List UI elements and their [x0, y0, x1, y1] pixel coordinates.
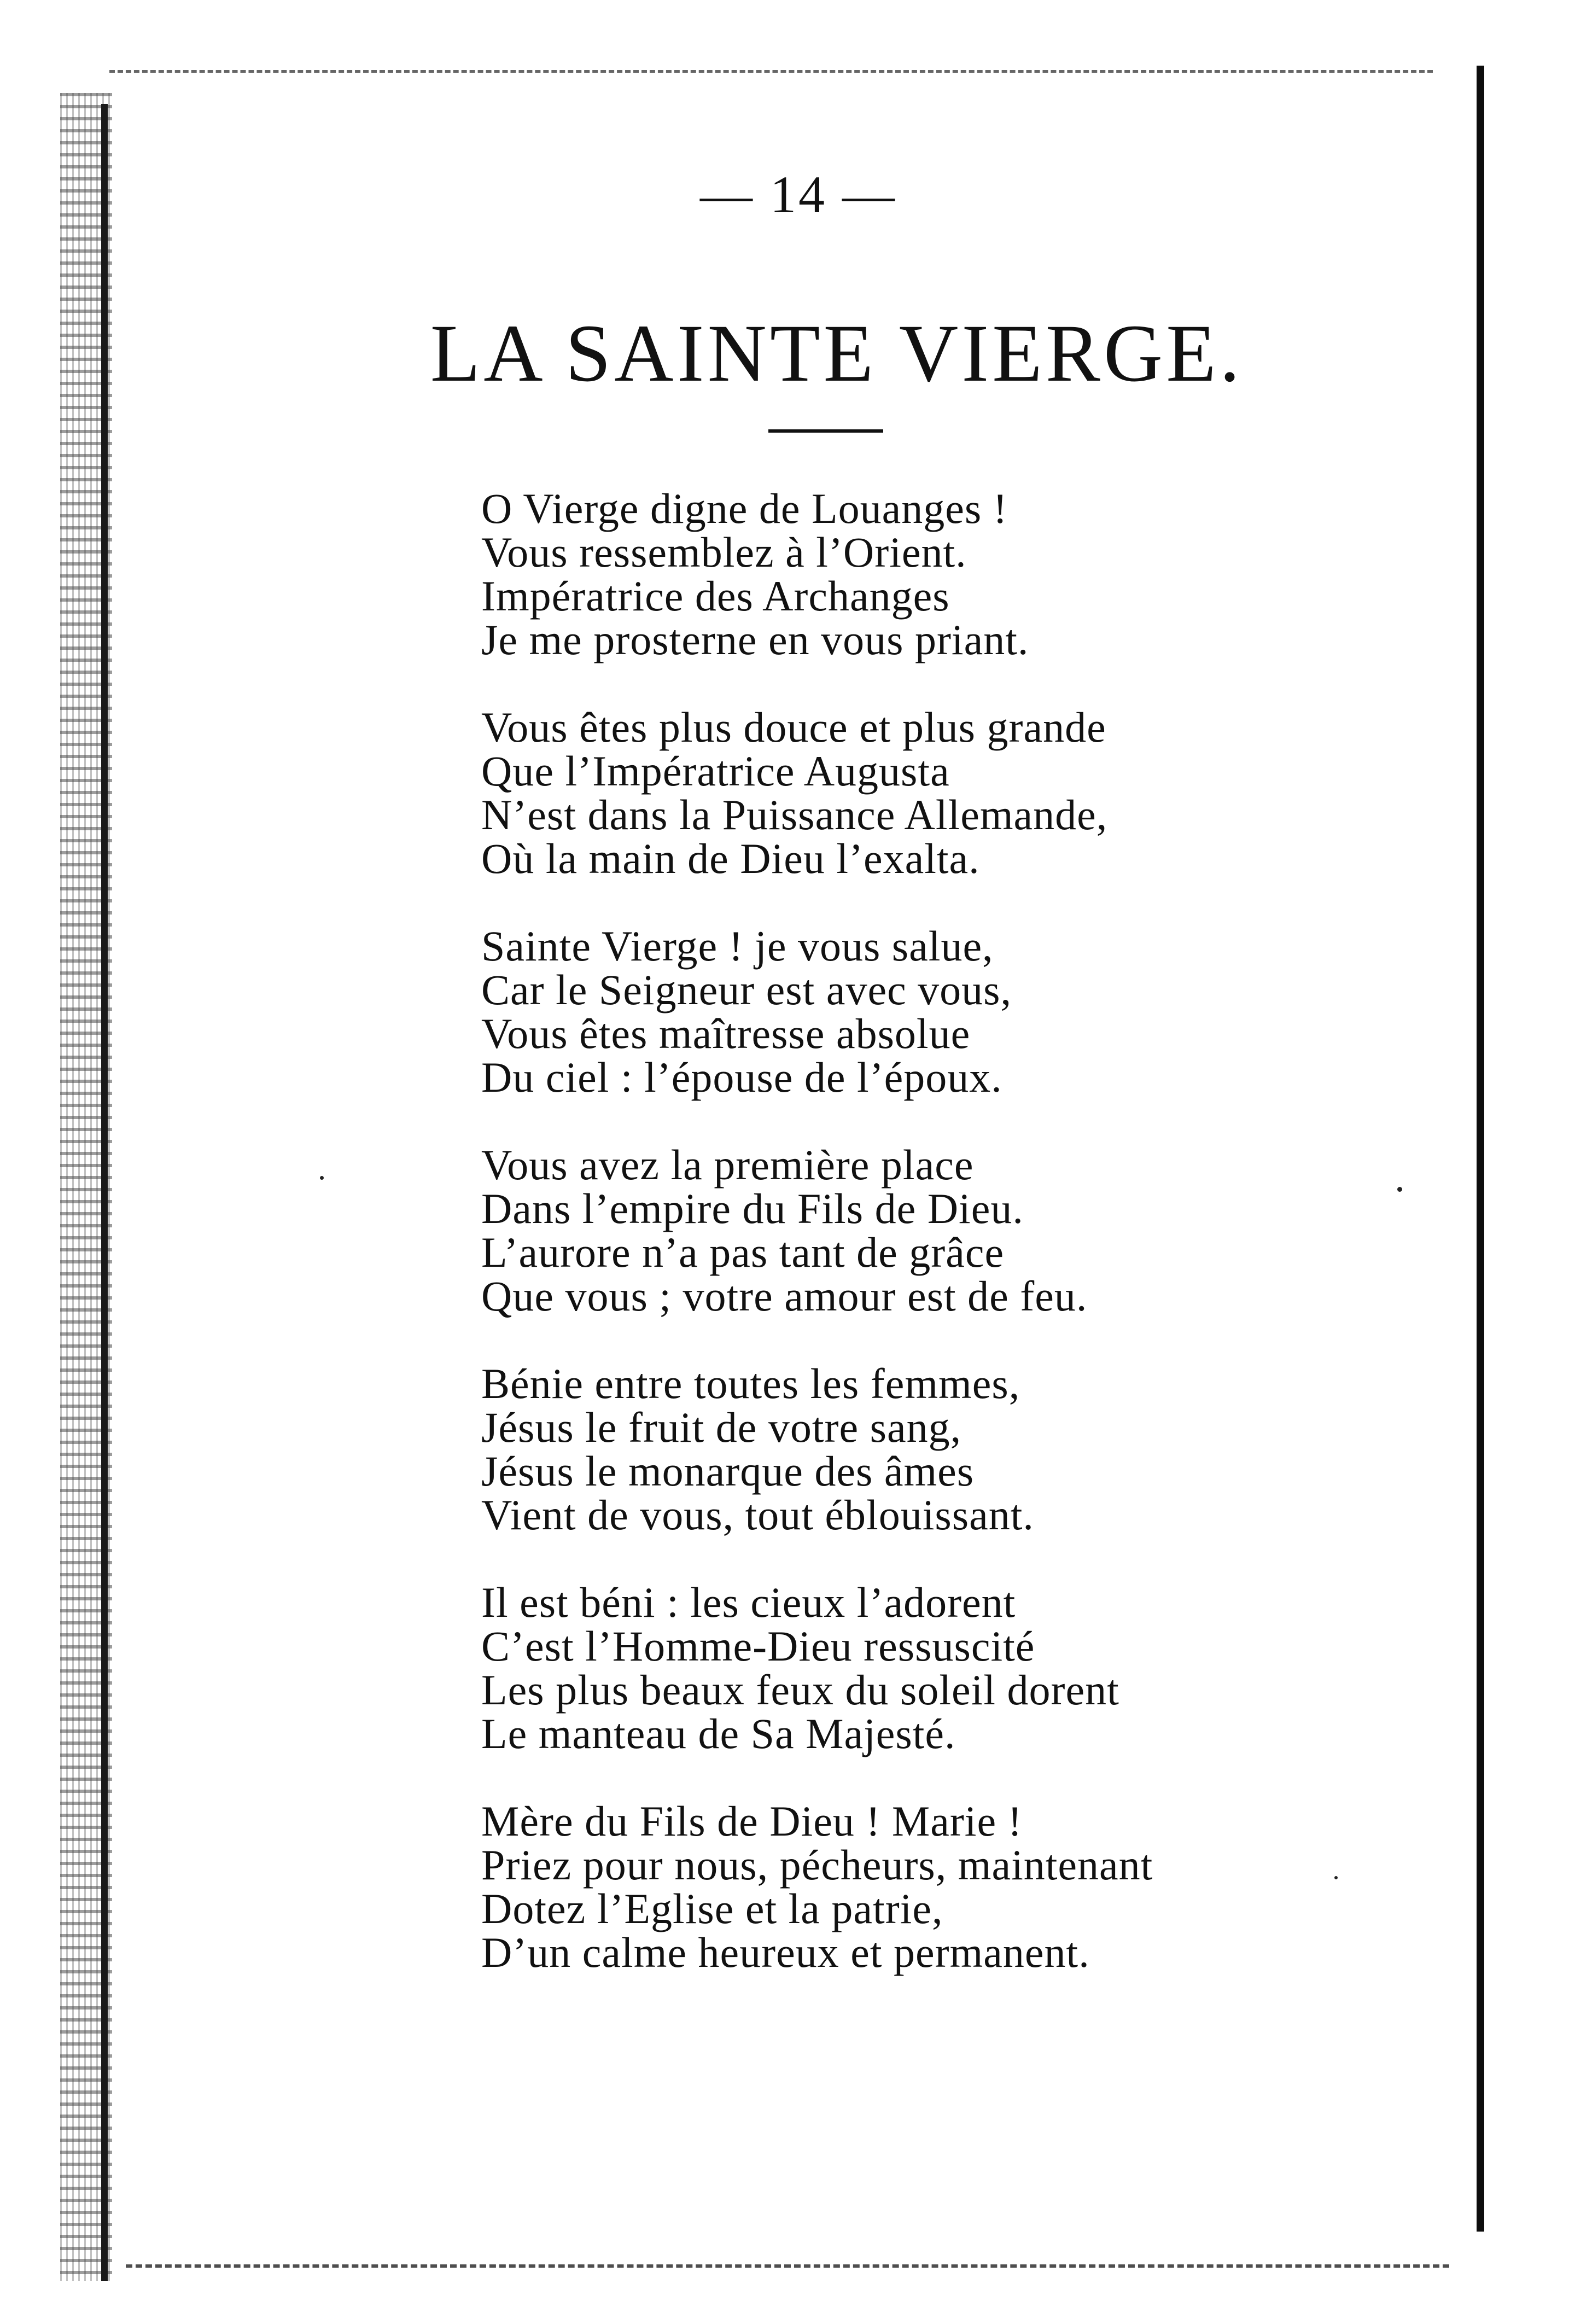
left-border-rule: [101, 104, 108, 2281]
verse-line: Le manteau de Sa Majesté.: [481, 1710, 956, 1757]
stanza-6: [481, 1581, 1466, 1756]
bottom-page-edge: [126, 2264, 1449, 2268]
verse-line: N’est dans la Puissance Allemande,: [481, 791, 1108, 838]
verse-line: Sainte Vierge ! je vous salue,: [481, 922, 994, 970]
verse-line: C’est l’Homme-Dieu ressuscité: [481, 1622, 1035, 1670]
verse-line: L’aurore n’a pas tant de grâce: [481, 1228, 1005, 1276]
verse-line: D’un calme heureux et permanent.: [481, 1929, 1090, 1976]
verse-line: Vous êtes maîtresse absolue: [481, 1010, 971, 1057]
verse-line: Vous avez la première place: [481, 1141, 974, 1189]
verse-line: Impératrice des Archanges: [481, 572, 950, 620]
verse-line: Vient de vous, tout éblouissant.: [481, 1491, 1034, 1539]
verse-line: Car le Seigneur est avec vous,: [481, 966, 1012, 1014]
verse-line: Dans l’empire du Fils de Dieu.: [481, 1185, 1024, 1232]
verse-line: Que vous ; votre amour est de feu.: [481, 1272, 1088, 1320]
verse-line: O Vierge digne de Louanges !: [481, 485, 1008, 532]
verse-line: Je me prosterne en vous priant.: [481, 616, 1029, 663]
verse-line: Les plus beaux feux du soleil dorent: [481, 1666, 1119, 1714]
verse-line: Priez pour nous, pécheurs, maintenant: [481, 1841, 1153, 1889]
verse-line: Vous êtes plus douce et plus grande: [481, 703, 1106, 751]
stanza-3: [481, 924, 1466, 1099]
page-number: — 14 —: [700, 165, 897, 224]
verse-line: Dotez l’Eglise et la patrie,: [481, 1885, 943, 1932]
right-border-rule: [1477, 66, 1484, 2232]
verse-line: Où la main de Dieu l’exalta.: [481, 835, 980, 882]
verse-line: Il est béni : les cieux l’adorent: [481, 1579, 1016, 1626]
stanza-2: [481, 703, 1466, 882]
verse-line: Jésus le monarque des âmes: [481, 1447, 975, 1495]
verse-line: Du ciel : l’épouse de l’époux.: [481, 1053, 1002, 1101]
stanza-5: [481, 1362, 1466, 1537]
verse-line: Mère du Fils de Dieu ! Marie !: [481, 1797, 1023, 1845]
ink-speck: [320, 1176, 324, 1180]
title-divider: [768, 429, 883, 433]
top-page-edge: [109, 70, 1433, 73]
stanza-1: [481, 487, 1466, 662]
verse-line: Jésus le fruit de votre sang,: [481, 1403, 962, 1451]
verse-line: Bénie entre toutes les femmes,: [481, 1360, 1020, 1407]
poem-title: LA SAINTE VIERGE.: [430, 308, 1244, 399]
stanza-7: [481, 1799, 1466, 1974]
stanza-4: [481, 1143, 1466, 1318]
verse-line: Que l’Impératrice Augusta: [481, 747, 950, 795]
verse-line: Vous ressemblez à l’Orient.: [481, 528, 967, 576]
